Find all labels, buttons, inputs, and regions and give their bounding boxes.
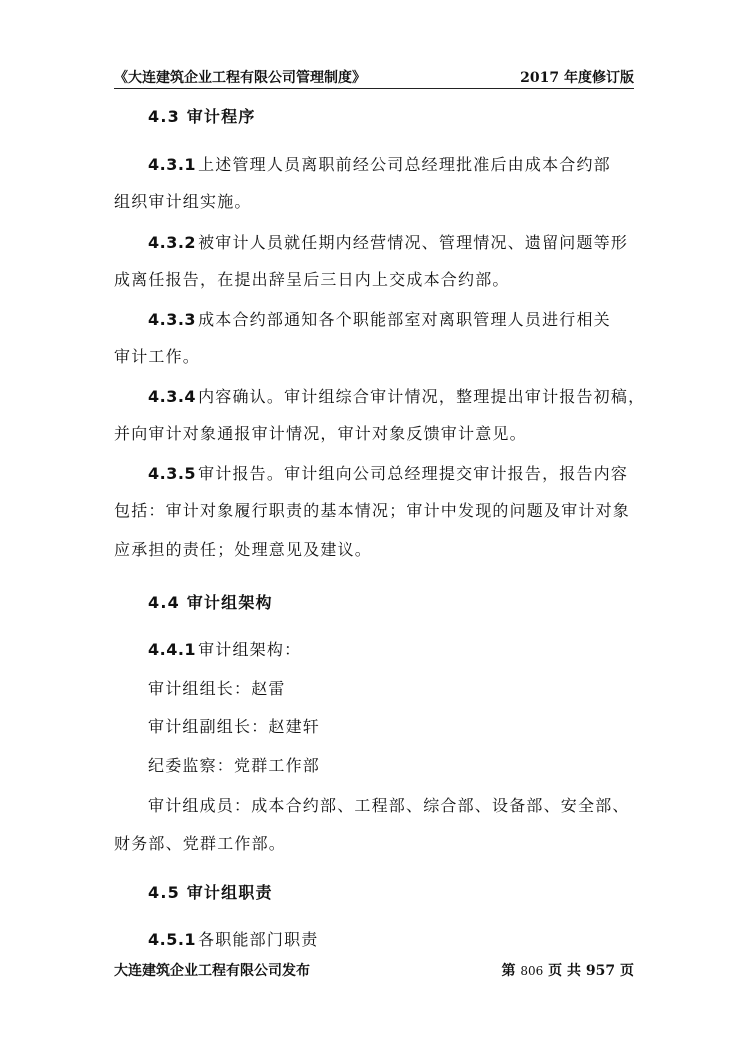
section-title: 审计组职责 [186,883,273,902]
paragraph-text: 上述管理人员离职前经公司总经理批准后由成本合约部 [198,155,611,174]
section-heading-4-5 [148,880,273,903]
paragraph-4-3-1-line-2: 组织审计组实施。 [114,192,252,211]
paragraph-4-3-2-line-2: 成离任报告，在提出辞呈后三日内上交成本合约部。 [114,270,510,289]
page-header [114,64,634,89]
footer-publisher: 大连建筑企业工程有限公司发布 [114,963,310,979]
clause-number: 4.4.1 [148,640,197,659]
paragraph-4-3-3-line-2: 审计工作。 [114,347,201,366]
footer-page-info [501,960,634,980]
discipline-supervision: 纪委监察：党群工作部 [148,756,321,775]
clause-number: 4.3.5 [148,464,197,483]
clause-number: 4.3.1 [148,155,197,174]
paragraph-4-3-2-line-1 [148,230,628,253]
paragraph-4-5-1 [148,927,318,950]
clause-number: 4.3.4 [148,387,197,406]
audit-team-deputy-leader: 审计组副组长：赵建轩 [148,717,321,736]
section-title: 审计程序 [186,107,256,126]
page-prefix: 第 [501,963,516,979]
current-page-number: 806 [520,964,544,978]
paragraph-text: 各职能部门职责 [198,930,319,949]
section-title: 审计组架构 [186,593,273,612]
section-number: 4.4 [148,593,180,612]
paragraph-text: 审计报告。审计组向公司总经理提交审计报告，报告内容 [198,464,629,483]
header-edition: 2017 年度修订版 [520,70,634,86]
audit-team-members-line-2: 财务部、党群工作部。 [114,834,287,853]
paragraph-4-3-5-line-3: 应承担的责任；处理意见及建议。 [114,540,373,559]
paragraph-text: 内容确认。审计组综合审计情况，整理提出审计报告初稿， [198,387,646,406]
paragraph-4-3-5-line-1 [148,461,628,484]
clause-number: 4.3.3 [148,310,197,329]
page-footer [114,960,634,980]
paragraph-4-3-4-line-1 [148,384,645,407]
section-number: 4.5 [148,883,180,902]
section-heading-4-4 [148,590,273,613]
paragraph-4-3-5-line-2: 包括：审计对象履行职责的基本情况；审计中发现的问题及审计对象 [114,501,631,520]
paragraph-4-4-1 [148,637,301,660]
clause-number: 4.5.1 [148,930,197,949]
paragraph-4-3-4-line-2: 并向审计对象通报审计情况，审计对象反馈审计意见。 [114,424,527,443]
total-page-count: 957 [585,963,616,979]
page-separator: 页 共 [548,963,582,979]
paragraph-4-3-1-line-1 [148,152,611,175]
header-document-title: 《大连建筑企业工程有限公司管理制度》 [114,70,366,86]
section-number: 4.3 [148,107,180,126]
paragraph-4-3-3-line-1 [148,307,611,330]
clause-number: 4.3.2 [148,233,197,252]
page-suffix: 页 [620,963,634,979]
section-heading-4-3 [148,104,256,127]
paragraph-text: 审计组架构： [198,640,302,659]
paragraph-text: 成本合约部通知各个职能部室对离职管理人员进行相关 [198,310,611,329]
audit-team-members-line-1: 审计组成员：成本合约部、工程部、综合部、设备部、安全部、 [148,796,630,815]
audit-team-leader: 审计组组长：赵雷 [148,679,286,698]
paragraph-text: 被审计人员就任期内经营情况、管理情况、遗留问题等形 [198,233,629,252]
